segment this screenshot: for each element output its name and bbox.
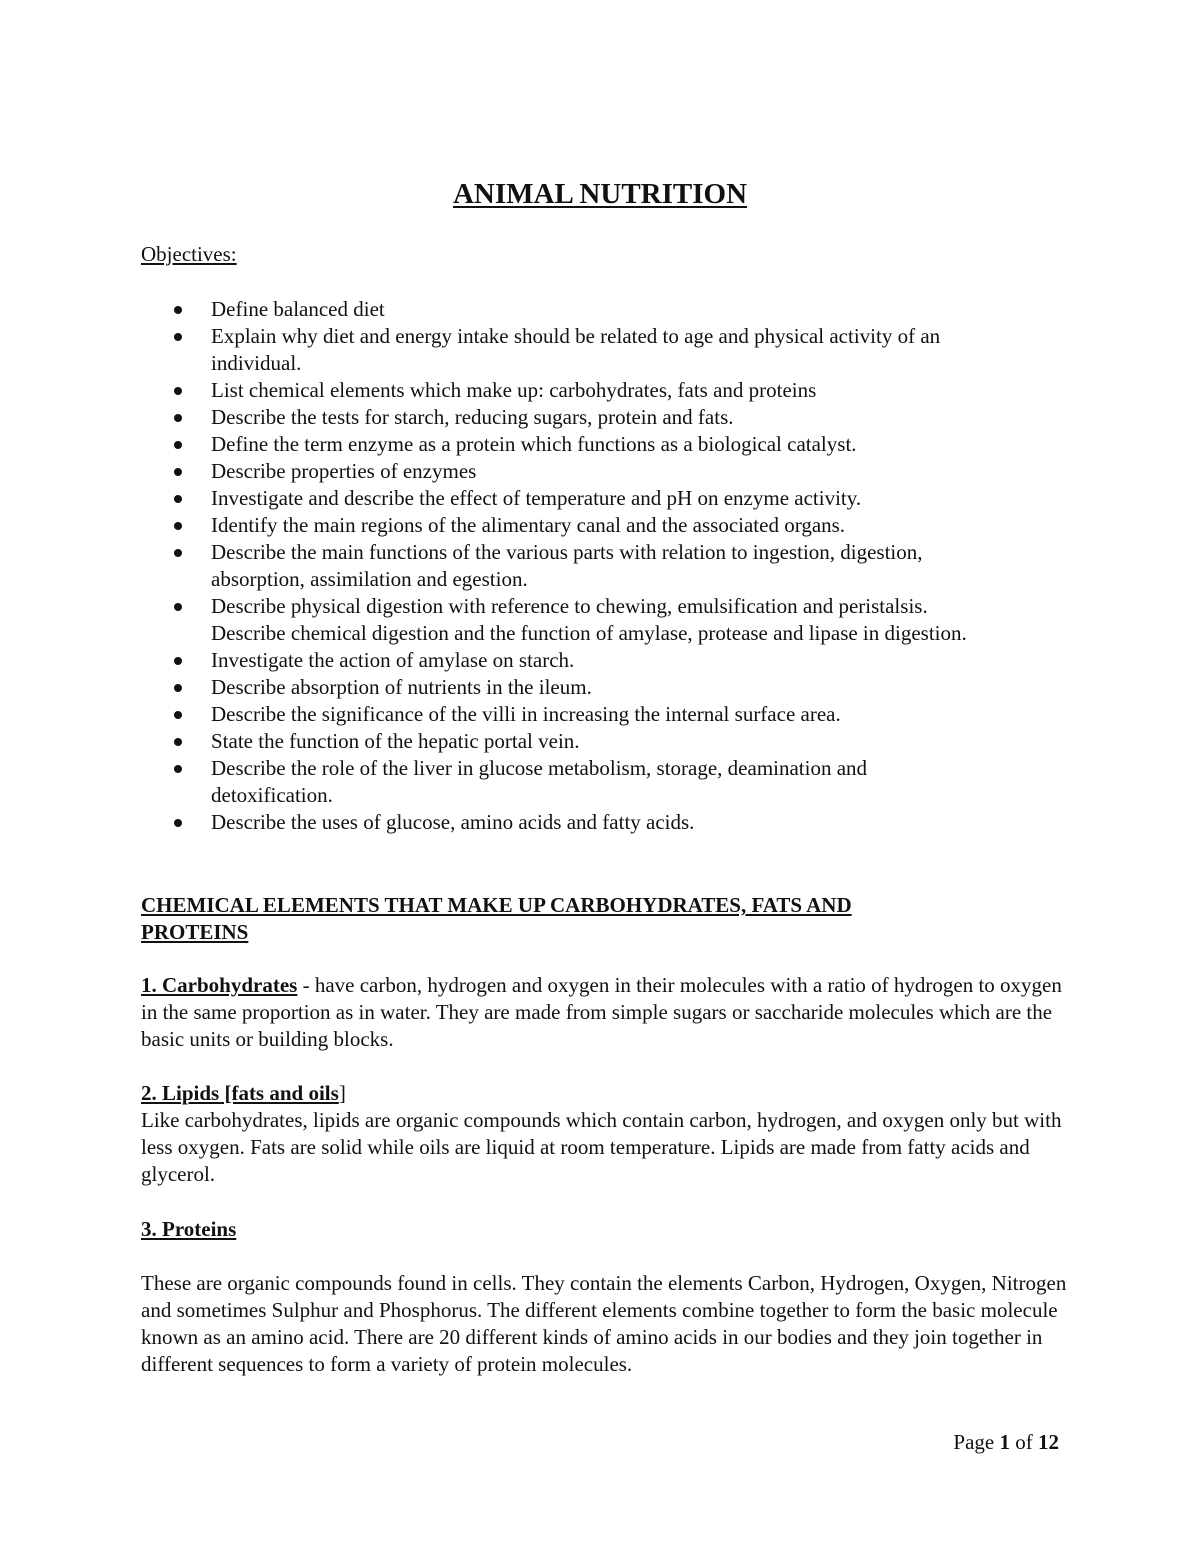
footer-page-number: 1 xyxy=(999,1430,1010,1454)
objective-text: Describe the role of the liver in glucose metabolism, storage, deamination and xyxy=(211,756,868,780)
objective-text: Describe the tests for starch, reducing sugars, protein and fats. xyxy=(211,405,734,429)
bullet-icon xyxy=(174,711,182,719)
objective-text-continued: absorption, assimilation and egestion. xyxy=(211,567,528,591)
objective-text: List chemical elements which make up: carbohydrates, fats and proteins xyxy=(211,378,817,402)
bullet-icon xyxy=(174,414,182,422)
bullet-icon xyxy=(174,549,182,557)
objective-text-continued: detoxification. xyxy=(211,783,333,807)
lipids-text: Like carbohydrates, lipids are organic compounds which contain carbon, hydrogen, and oxygen only but with less oxygen. Fats are solid while oils are liquid at room temperature. Lipids are made from fatty acids and glycerol. xyxy=(141,1108,1062,1186)
bullet-icon xyxy=(174,522,182,530)
objective-text: Describe physical digestion with reference to chewing, emulsification and peristalsis. xyxy=(211,594,928,618)
bullet-icon xyxy=(174,495,182,503)
carbohydrates-paragraph xyxy=(141,972,1071,1053)
objective-item xyxy=(141,377,1081,404)
objectives-label: Objectives: xyxy=(141,242,237,266)
bullet-icon xyxy=(174,333,182,341)
lipids-heading: 2. Lipids [fats and oils xyxy=(141,1081,339,1105)
objectives-list xyxy=(141,296,1081,836)
objective-item xyxy=(141,296,1081,323)
carbohydrates-text: - have carbon, hydrogen and oxygen in their molecules with a ratio of hydrogen to oxygen in the same proportion as in water. They are made from simple sugars or saccharide molecules which are the basic units or building blocks. xyxy=(141,973,1062,1051)
bullet-icon xyxy=(174,387,182,395)
bullet-icon xyxy=(174,819,182,827)
objective-item xyxy=(141,512,1081,539)
bullet-icon xyxy=(174,738,182,746)
lipids-heading-line xyxy=(141,1080,1071,1107)
objective-text: Describe properties of enzymes xyxy=(211,459,477,483)
objective-text: Describe the significance of the villi in increasing the internal surface area. xyxy=(211,702,841,726)
objective-text: Identify the main regions of the alimentary canal and the associated organs. xyxy=(211,513,846,537)
bullet-icon xyxy=(174,603,182,611)
proteins-heading: 3. Proteins xyxy=(141,1217,237,1241)
objective-text: Define the term enzyme as a protein which functions as a biological catalyst. xyxy=(211,432,857,456)
objective-item xyxy=(141,404,1081,431)
objective-text: Explain why diet and energy intake should be related to age and physical activity of an xyxy=(211,324,941,348)
objective-text: Describe the main functions of the various parts with relation to ingestion, digestion, xyxy=(211,540,923,564)
footer-page-word: Page xyxy=(953,1430,995,1454)
objective-item xyxy=(141,647,1081,674)
objective-item xyxy=(141,431,1081,458)
lipids-section xyxy=(141,1080,1071,1188)
objective-item xyxy=(141,809,1081,836)
footer-of-word: of xyxy=(1015,1430,1033,1454)
objective-text-continued: individual. xyxy=(211,351,302,375)
proteins-text: These are organic compounds found in cells. They contain the elements Carbon, Hydrogen, Oxygen, Nitrogen and sometimes Sulphur and Phosphorus. The different elements combine together to form the basic molecule known as an amino acid. There are 20 different kinds of amino acids in our bodies and they join together in different sequences to form a variety of protein molecules. xyxy=(141,1271,1067,1376)
proteins-heading-line xyxy=(141,1216,1071,1243)
bullet-icon xyxy=(174,468,182,476)
objective-item xyxy=(141,485,1081,512)
bullet-icon xyxy=(174,684,182,692)
objective-text: State the function of the hepatic portal vein. xyxy=(211,729,580,753)
objective-item xyxy=(141,755,1081,809)
bullet-icon xyxy=(174,657,182,665)
objective-item xyxy=(141,539,1081,593)
lipids-heading-tail: ] xyxy=(338,1081,346,1105)
objective-text: Investigate the action of amylase on starch. xyxy=(211,648,575,672)
section-heading-line1: CHEMICAL ELEMENTS THAT MAKE UP CARBOHYDRATES, FATS AND xyxy=(141,893,852,917)
objective-item xyxy=(141,674,1081,701)
objective-item xyxy=(141,701,1081,728)
objective-text: Define balanced diet xyxy=(211,297,385,321)
objective-text: Investigate and describe the effect of temperature and pH on enzyme activity. xyxy=(211,486,862,510)
objective-item xyxy=(141,593,1081,647)
bullet-icon xyxy=(174,441,182,449)
objective-item xyxy=(141,728,1081,755)
objective-item xyxy=(141,458,1081,485)
bullet-icon xyxy=(174,306,182,314)
footer-total-pages: 12 xyxy=(1038,1430,1059,1454)
objective-text: Describe the uses of glucose, amino acids and fatty acids. xyxy=(211,810,695,834)
objective-item xyxy=(141,323,1081,377)
objective-text-continued: Describe chemical digestion and the function of amylase, protease and lipase in digestion. xyxy=(211,621,967,645)
document-title: ANIMAL NUTRITION xyxy=(452,178,748,210)
section-heading-line2: PROTEINS xyxy=(141,920,249,944)
section-heading xyxy=(141,892,1021,946)
page-footer xyxy=(953,1430,1059,1455)
carbohydrates-heading: 1. Carbohydrates xyxy=(141,973,298,997)
bullet-icon xyxy=(174,765,182,773)
objective-text: Describe absorption of nutrients in the ileum. xyxy=(211,675,592,699)
